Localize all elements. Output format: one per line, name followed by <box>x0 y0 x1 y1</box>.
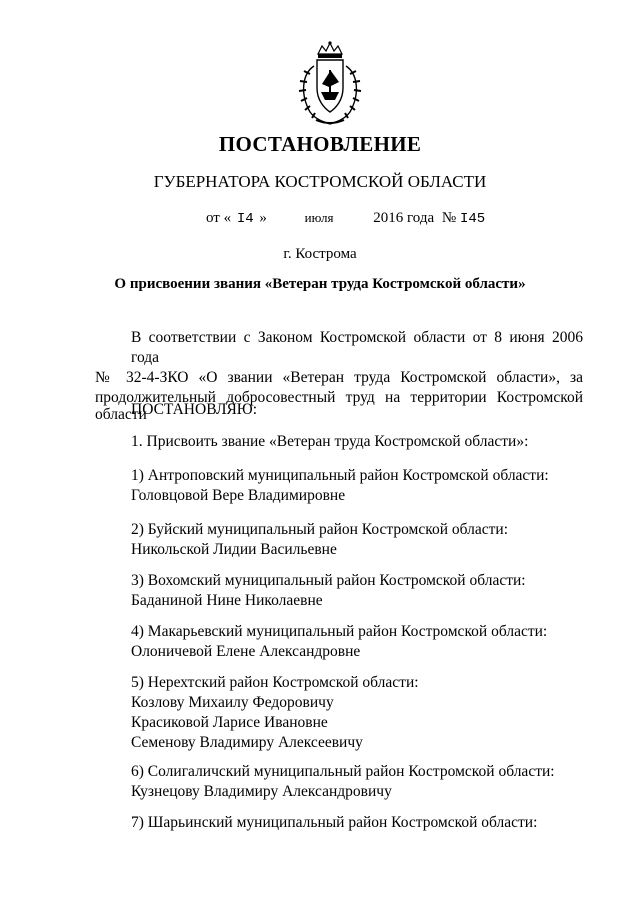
date-close-quote: » <box>259 210 267 226</box>
document-subtitle: ГУБЕРНАТОРА КОСТРОМСКОЙ ОБЛАСТИ <box>153 172 487 191</box>
district-title: 7) Шарьинский муниципальный район Костромской области: <box>131 814 538 831</box>
intro-line-2: № 32-4-ЗКО «О звании «Ветеран труда Костромской области», за <box>95 369 583 386</box>
document-city: г. Кострома <box>283 246 357 262</box>
coat-of-arms-emblem <box>296 40 364 126</box>
district-title: 1) Антроповский муниципальный район Костромской области: <box>131 467 549 484</box>
document-number: I45 <box>459 211 486 227</box>
district-block <box>131 673 419 753</box>
person-name: Олоничевой Елене Александровне <box>131 643 361 660</box>
intro-line-1: В соответствии с Законом Костромской области от 8 июня 2006 года <box>131 329 583 366</box>
document-title: ПОСТАНОВЛЕНИЕ <box>218 132 422 156</box>
person-name: Баданиной Нине Николаевне <box>131 592 323 609</box>
district-title: 3) Вохомский муниципальный район Костромской области: <box>131 572 526 589</box>
district-title: 5) Нерехтский район Костромской области: <box>131 674 419 691</box>
district-title: 6) Солигаличский муниципальный район Костромской области: <box>131 763 555 780</box>
person-name: Козлову Михаилу Федоровичу <box>131 694 334 711</box>
district-block <box>131 762 555 802</box>
person-name: Красиковой Ларисе Ивановне <box>131 714 328 731</box>
item-1-text: 1. Присвоить звание «Ветеран труда Костромской области»: <box>131 433 529 450</box>
document-heading: О присвоении звания «Ветеран труда Костромской области» <box>114 276 526 292</box>
person-name: Головцовой Вере Владимировне <box>131 487 346 504</box>
district-block <box>131 571 526 611</box>
number-sign: № <box>441 210 457 226</box>
district-title: 2) Буйский муниципальный район Костромской области: <box>131 521 509 538</box>
person-name: Кузнецову Владимиру Александровичу <box>131 783 392 800</box>
district-block <box>131 813 537 833</box>
person-name: Семенову Владимиру Алексеевичу <box>131 734 363 751</box>
intro-line-4: области <box>95 406 147 423</box>
decree-word: ПОСТАНОВЛЯЮ: <box>131 401 258 418</box>
date-prefix: от « <box>206 210 232 226</box>
date-month: июля <box>304 210 334 225</box>
document-date-line <box>206 210 485 227</box>
district-title: 4) Макарьевский муниципальный район Костромской области: <box>131 623 548 640</box>
date-year: 2016 года <box>373 210 435 226</box>
date-day: I4 <box>236 211 254 227</box>
person-name: Никольской Лидии Васильевне <box>131 541 337 558</box>
district-block <box>131 466 549 506</box>
district-block <box>131 520 508 560</box>
district-block <box>131 622 547 662</box>
intro-line-3: продолжительный добросовестный труд на территории Костромской <box>95 389 583 406</box>
